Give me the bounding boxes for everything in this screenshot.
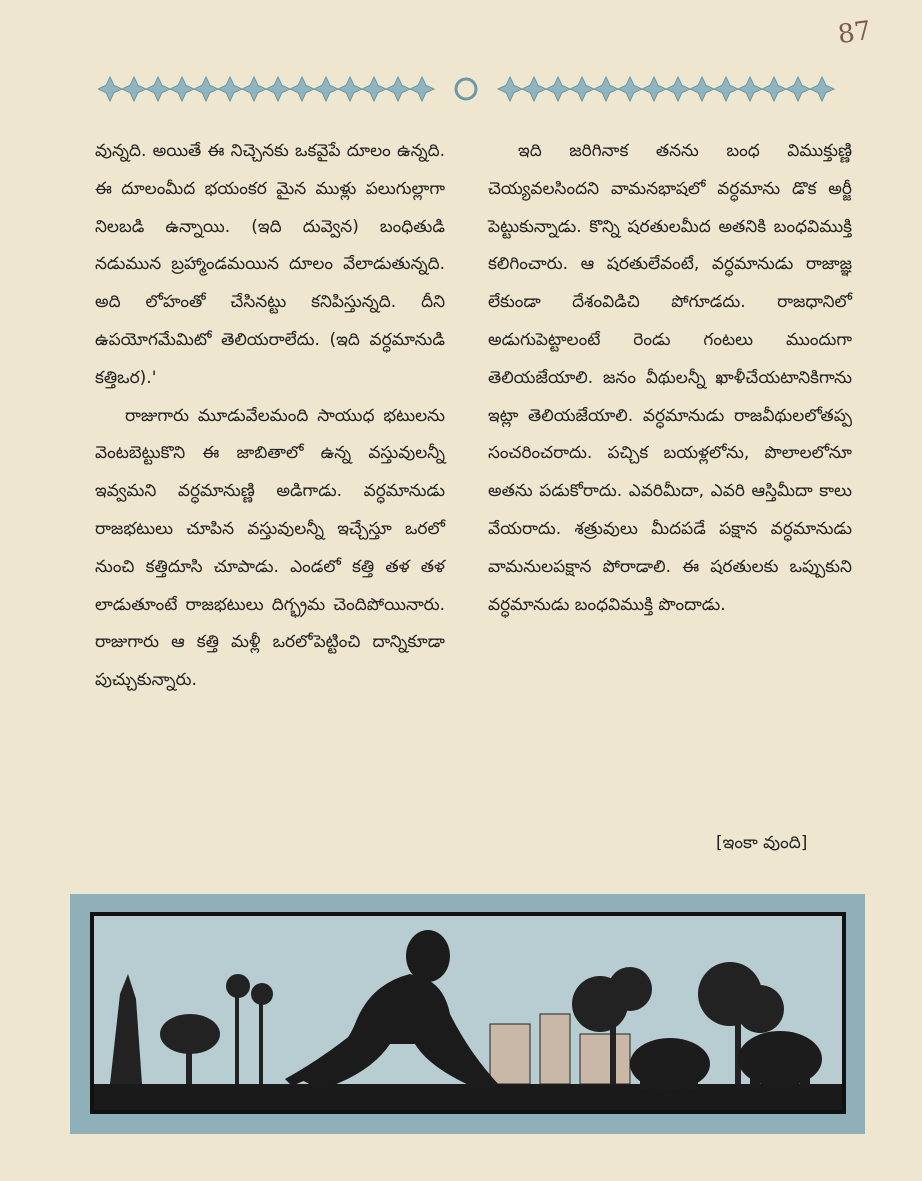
ornament-star [738,77,762,101]
ornament-star [410,77,434,101]
ornament-star [242,77,266,101]
ornament-star [522,77,546,101]
ornament-star [98,77,122,101]
ornament-star [362,77,386,101]
page-number: 87 [836,15,874,51]
ornament-star [786,77,810,101]
ornament-star [122,77,146,101]
ornament-star [594,77,618,101]
ornament-star [714,77,738,101]
paragraph: రాజుగారు మూడువేలమంది సాయుధ భటులను వెంటబెట్టుకొని ఈ జాబితాలో ఉన్న వస్తువులన్నీ ఇవ్వమని వర్ధమానుణ్ణి అడిగాడు. వర్ధమానుడు రాజభటులు చూపిన వస్తువులన్నీ ఇచ్చేస్తూ ఒరలో నుంచి కత్తిదూసి చూపాడు. ఎండలో కత్తి తళ తళ లాడుతూంటే రాజభటులు దిగ్భ్రమ చెందిపోయినారు. రాజుగారు ఆ కత్తి మళ్లీ ఒరలోపెట్టించి దాన్నికూడా పుచ్చుకున్నారు. [95,405,445,691]
ornament-star [146,77,170,101]
ornament-star [170,77,194,101]
ornament-star [386,77,410,101]
ornament-star [266,77,290,101]
continued-label: [ఇంకా వుంది] [716,833,808,853]
ornament-star [290,77,314,101]
ornament-star [194,77,218,101]
ornament-star [690,77,714,101]
kneeling-man-elephants-illustration [70,894,865,1134]
ornament-star [218,77,242,101]
ornament-star [618,77,642,101]
ornament-star [498,77,522,101]
ornament-star [762,77,786,101]
ornament-star [666,77,690,101]
paragraph: వున్నది. అయితే ఈ నిచ్చెనకు ఒకవైపే దూలం ఉన్నది. ఈ దూలంమీద భయంకర మైన ముళ్లు పలుగుల్లాగా నిలబడి ఉన్నాయి. (ఇది దువ్వెన) బంధితుడి నడుమున బ్రహ్మాండమయిన దూలం వేలాడుతున్నది. అది లోహంతో చేసినట్టు కనిపిస్తున్నది. దీని ఉపయోగమేమిటో తెలియరాలేదు. (ఇది వర్ధమానుడి కత్తిఒర).' [95,141,445,388]
ornament-star [810,77,834,101]
ornament-star [338,77,362,101]
paragraph: ఇది జరిగినాక తనను బంధ విముక్తుణ్ణి చెయ్యవలసిందని వామనభాషలో వర్ధమాను డొక అర్జీ పెట్టుకున్నాడు. కొన్ని షరతులమీద అతనికి బంధవిముక్తి కలిగించారు. ఆ షరతులేవంటే, వర్ధమానుడు రాజాజ్ఞ లేకుండా దేశంవిడిచి పోగూడదు. రాజధానిలో అడుగుపెట్టాలంటే రెండు గంటలు ముందుగా తెలియజేయాలి. జనం వీథులన్నీ ఖాళీచేయటానికిగాను ఇట్లా తెలియజేయాలి. వర్ధమానుడు రాజవీథులలోతప్ప సంచరించరాదు. పచ్చిక బయళ్లలోను, పొలాలలోనూ అతను పడుకోరాదు. ఎవరిమీదా, ఎవరి ఆస్తిమీదా కాలు వేయరాదు. శత్రువులు మీదపడే పక్షాన వర్ధమానుడు వామనులపక్షాన పోరాడాలి. ఈ షరతులకు ఒప్పుకుని వర్ధమానుడు బంధవిముక్తి పొందాడు. [488,141,852,615]
star-border-ornament [98,72,860,106]
ornament-star [570,77,594,101]
ornament-star [546,77,570,101]
right-column [488,133,852,624]
left-column [95,133,445,700]
ornament-star [314,77,338,101]
ornament-star [642,77,666,101]
